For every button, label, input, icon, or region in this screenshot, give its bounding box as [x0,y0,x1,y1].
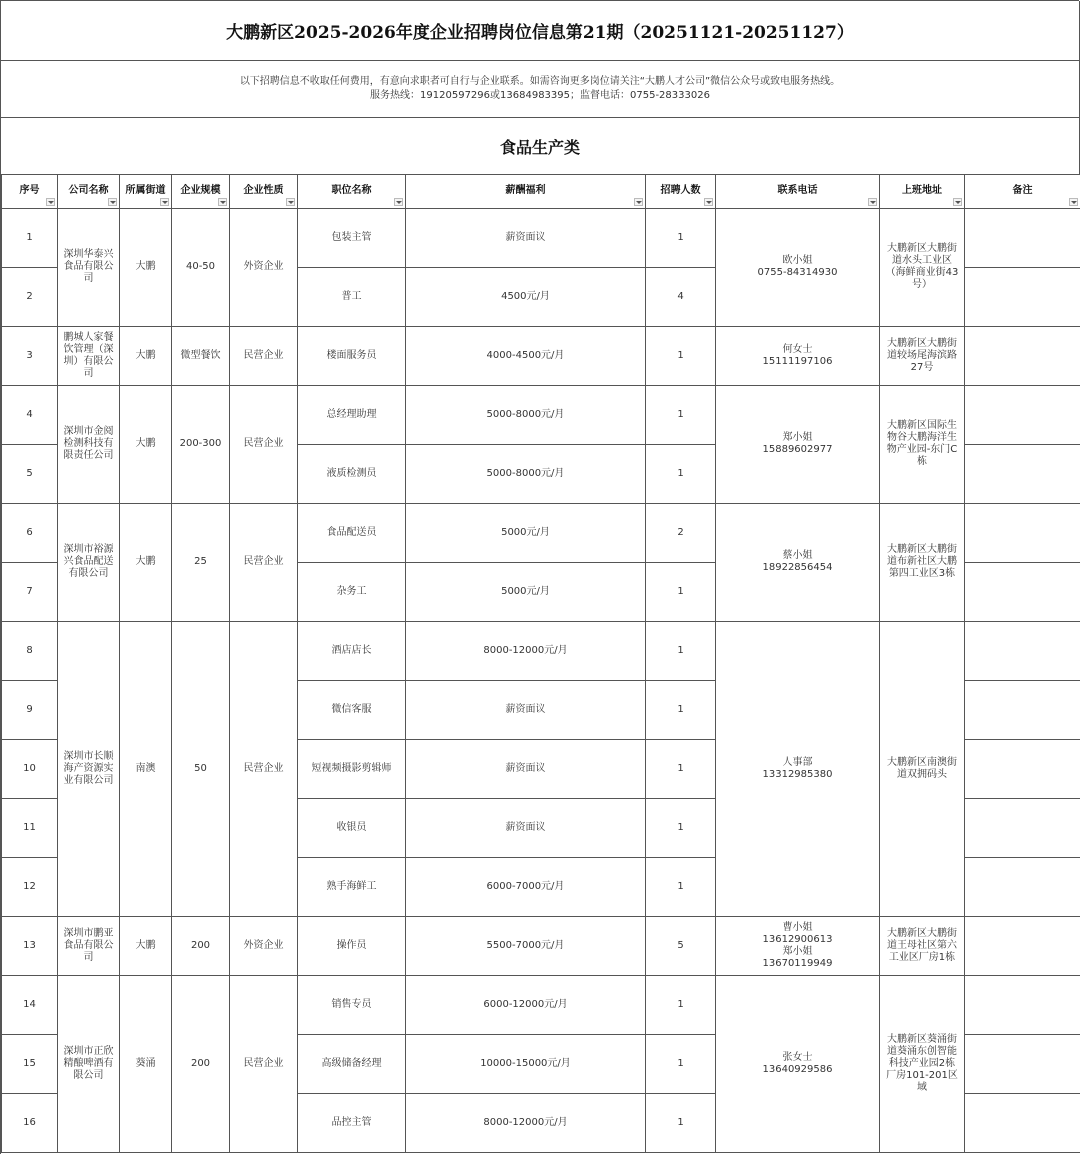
cell-no: 5 [2,444,58,503]
cell-nature: 外资企业 [230,208,298,326]
cell-nature: 外资企业 [230,916,298,975]
cell-salary: 5500-7000元/月 [406,916,646,975]
cell-address: 大鹏新区大鹏街道较场尾海滨路27号 [880,326,965,385]
cell-street: 大鹏 [120,916,172,975]
cell-count: 2 [646,503,716,562]
header-company: 公司名称 [58,175,120,208]
cell-no: 12 [2,857,58,916]
cell-phone: 欧小姐 0755-84314930 [716,208,880,326]
cell-address: 大鹏新区大鹏街道水头工业区（海鲜商业街43号） [880,208,965,326]
cell-no: 9 [2,680,58,739]
cell-street: 大鹏 [120,208,172,326]
cell-no: 4 [2,385,58,444]
cell-phone: 人事部 13312985380 [716,621,880,916]
cell-remark [965,739,1080,798]
cell-salary: 4500元/月 [406,267,646,326]
cell-no: 3 [2,326,58,385]
cell-position: 销售专员 [298,975,406,1034]
cell-nature: 民营企业 [230,975,298,1152]
cell-scale: 200 [172,916,230,975]
cell-no: 15 [2,1034,58,1093]
table-row [2,326,1080,385]
cell-salary: 5000元/月 [406,503,646,562]
cell-salary: 8000-12000元/月 [406,621,646,680]
notice-line-2: 服务热线：19120597296或13684983395；监督电话：0755-28333026 [370,90,710,101]
filter-dropdown-icon[interactable] [868,198,877,206]
cell-address: 大鹏新区国际生物谷大鹏海洋生物产业园-东门C栋 [880,385,965,503]
header-salary: 薪酬福利 [406,175,646,208]
cell-count: 1 [646,562,716,621]
filter-dropdown-icon[interactable] [394,198,403,206]
notice-block [1,61,1080,118]
cell-remark [965,326,1080,385]
cell-address: 大鹏新区南澳街道双拥码头 [880,621,965,916]
cell-phone: 曹小姐 13612900613 郑小姐 13670119949 [716,916,880,975]
cell-nature: 民营企业 [230,385,298,503]
table-row [2,385,1080,444]
jobs-table-body [2,208,1080,1152]
cell-remark [965,444,1080,503]
cell-phone: 张女士 13640929586 [716,975,880,1152]
cell-company: 深圳市正欣精酿啤酒有限公司 [58,975,120,1152]
category-heading: 食品生产类 [1,118,1080,175]
table-row [2,621,1080,680]
cell-position: 短视频摄影剪辑师 [298,739,406,798]
cell-street: 大鹏 [120,326,172,385]
cell-company: 深圳市鹏亚食品有限公司 [58,916,120,975]
cell-address: 大鹏新区大鹏街道王母社区第六工业区厂房1栋 [880,916,965,975]
cell-count: 1 [646,1034,716,1093]
cell-phone: 郑小姐 15889602977 [716,385,880,503]
cell-position: 杂务工 [298,562,406,621]
filter-dropdown-icon[interactable] [1069,198,1078,206]
page-title: 大鹏新区2025-2026年度企业招聘岗位信息第21期（20251121-20251127） [1,1,1080,61]
cell-position: 酒店店长 [298,621,406,680]
cell-count: 1 [646,444,716,503]
cell-remark [965,1093,1080,1152]
cell-no: 1 [2,208,58,267]
cell-remark [965,385,1080,444]
cell-position: 微信客服 [298,680,406,739]
cell-no: 7 [2,562,58,621]
cell-position: 总经理助理 [298,385,406,444]
table-row [2,916,1080,975]
cell-remark [965,916,1080,975]
cell-position: 液质检测员 [298,444,406,503]
cell-count: 1 [646,621,716,680]
header-no: 序号 [2,175,58,208]
cell-company: 深圳华泰兴食品有限公司 [58,208,120,326]
header-street: 所属街道 [120,175,172,208]
cell-position: 普工 [298,267,406,326]
jobs-table [1,175,1080,1153]
cell-remark [965,798,1080,857]
cell-no: 2 [2,267,58,326]
cell-salary: 薪资面议 [406,739,646,798]
cell-nature: 民营企业 [230,503,298,621]
cell-company: 鹏城人家餐饮管理（深圳）有限公司 [58,326,120,385]
cell-count: 1 [646,385,716,444]
cell-scale: 200-300 [172,385,230,503]
notice-line-1: 以下招聘信息不收取任何费用，有意向求职者可自行与企业联系。如需咨询更多岗位请关注“大鹏人才公司”微信公众号或致电服务热线。 [239,76,841,87]
cell-salary: 4000-4500元/月 [406,326,646,385]
filter-dropdown-icon[interactable] [218,198,227,206]
filter-dropdown-icon[interactable] [286,198,295,206]
filter-dropdown-icon[interactable] [953,198,962,206]
cell-street: 葵涌 [120,975,172,1152]
cell-street: 大鹏 [120,503,172,621]
cell-street: 南澳 [120,621,172,916]
cell-salary: 8000-12000元/月 [406,1093,646,1152]
filter-dropdown-icon[interactable] [46,198,55,206]
header-position: 职位名称 [298,175,406,208]
cell-count: 1 [646,857,716,916]
header-address: 上班地址 [880,175,965,208]
cell-scale: 50 [172,621,230,916]
cell-salary: 5000-8000元/月 [406,444,646,503]
table-row [2,208,1080,267]
cell-remark [965,621,1080,680]
filter-dropdown-icon[interactable] [704,198,713,206]
cell-position: 收银员 [298,798,406,857]
header-phone: 联系电话 [716,175,880,208]
cell-nature: 民营企业 [230,621,298,916]
header-scale: 企业规模 [172,175,230,208]
cell-no: 10 [2,739,58,798]
cell-count: 1 [646,680,716,739]
cell-position: 包装主管 [298,208,406,267]
cell-scale: 微型餐饮 [172,326,230,385]
filter-dropdown-icon[interactable] [634,198,643,206]
cell-count: 4 [646,267,716,326]
header-row [2,175,1080,208]
cell-count: 1 [646,326,716,385]
cell-scale: 40-50 [172,208,230,326]
cell-count: 1 [646,1093,716,1152]
cell-address: 大鹏新区葵涌街道葵涌东创智能科技产业园2栋厂房101-201区域 [880,975,965,1152]
cell-address: 大鹏新区大鹏街道布新社区大鹏第四工业区3栋 [880,503,965,621]
cell-position: 品控主管 [298,1093,406,1152]
cell-count: 1 [646,798,716,857]
cell-company: 深圳市金阅检测科技有限责任公司 [58,385,120,503]
cell-salary: 薪资面议 [406,680,646,739]
cell-no: 13 [2,916,58,975]
header-count: 招聘人数 [646,175,716,208]
cell-salary: 6000-7000元/月 [406,857,646,916]
cell-count: 1 [646,208,716,267]
table-row [2,975,1080,1034]
cell-company: 深圳市长顺海产资源实业有限公司 [58,621,120,916]
cell-phone: 蔡小姐 18922856454 [716,503,880,621]
cell-salary: 6000-12000元/月 [406,975,646,1034]
cell-position: 操作员 [298,916,406,975]
cell-scale: 200 [172,975,230,1152]
cell-no: 6 [2,503,58,562]
cell-phone: 何女士 15111197106 [716,326,880,385]
cell-count: 5 [646,916,716,975]
cell-salary: 薪资面议 [406,208,646,267]
cell-remark [965,208,1080,267]
cell-no: 8 [2,621,58,680]
table-row [2,503,1080,562]
cell-no: 11 [2,798,58,857]
header-remark: 备注 [965,175,1080,208]
cell-remark [965,267,1080,326]
cell-no: 16 [2,1093,58,1152]
cell-scale: 25 [172,503,230,621]
cell-remark [965,975,1080,1034]
cell-count: 1 [646,739,716,798]
header-nature: 企业性质 [230,175,298,208]
cell-street: 大鹏 [120,385,172,503]
cell-salary: 薪资面议 [406,798,646,857]
cell-remark [965,857,1080,916]
cell-remark [965,680,1080,739]
cell-position: 熟手海鲜工 [298,857,406,916]
cell-no: 14 [2,975,58,1034]
cell-position: 高级储备经理 [298,1034,406,1093]
filter-dropdown-icon[interactable] [108,198,117,206]
cell-remark [965,503,1080,562]
filter-dropdown-icon[interactable] [160,198,169,206]
cell-salary: 5000-8000元/月 [406,385,646,444]
cell-salary: 5000元/月 [406,562,646,621]
cell-remark [965,562,1080,621]
cell-position: 楼面服务员 [298,326,406,385]
cell-count: 1 [646,975,716,1034]
cell-remark [965,1034,1080,1093]
cell-company: 深圳市裕源兴食品配送有限公司 [58,503,120,621]
cell-nature: 民营企业 [230,326,298,385]
cell-salary: 10000-15000元/月 [406,1034,646,1093]
cell-position: 食品配送员 [298,503,406,562]
